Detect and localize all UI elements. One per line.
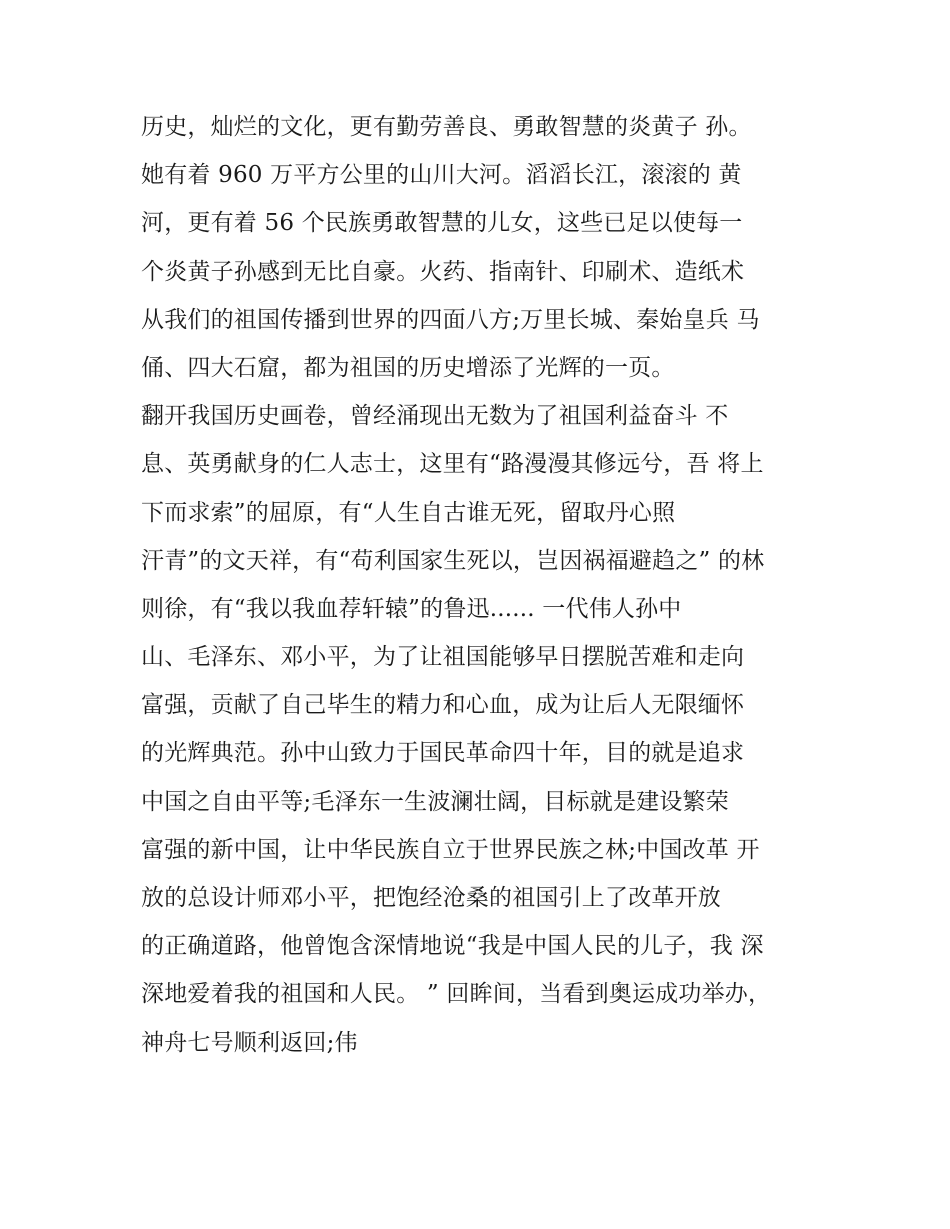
text-line: 神舟七号顺利返回;伟	[141, 1029, 358, 1056]
text-line: 放的总设计师邓小平，把饱经沧桑的祖国引上了改革开放	[141, 885, 721, 911]
text-line: 翻开我国历史画卷，曾经涌现出无数为了祖国利益奋斗 不	[141, 403, 729, 430]
text-line: 富强，贡献了自己毕生的精力和心血，成为让后人无限缅怀	[141, 692, 745, 719]
text-line: 的正确道路，他曾饱含深情地说“我是中国人民的儿子，我 深	[141, 933, 764, 960]
text-line: 汗青”的文天祥，有“苟利国家生死以，岂因祸福避趋之” 的林	[141, 547, 765, 574]
text-line: 河，更有着 56 个民族勇敢智慧的儿女，这些已足以使每一	[141, 210, 743, 237]
text-line: 中国之自由平等;毛泽东一生波澜壮阔，目标就是建设繁荣	[141, 788, 729, 815]
text-line: 俑、四大石窟，都为祖国的历史增添了光辉的一页。	[141, 354, 675, 381]
text-line: 山、毛泽东、邓小平，为了让祖国能够早日摆脱苦难和走向	[141, 644, 745, 671]
text-line: 历史，灿烂的文化，更有勤劳善良、勇敢智慧的炎黄子 孙。	[141, 114, 752, 140]
text-line: 个炎黄子孙感到无比自豪。火药、指南针、印刷术、造纸术	[141, 258, 745, 285]
body-text	[141, 103, 821, 1067]
text-line: 下而求索”的屈原，有“人生自古谁无死，留取丹心照	[141, 499, 676, 526]
text-line: 深地爱着我的祖国和人民。 ” 回眸间，当看到奥运成功举办，	[141, 981, 772, 1008]
text-line: 富强的新中国，让中华民族自立于世界民族之林;中国改革 开	[141, 836, 760, 863]
text-line: 她有着 960 万平方公里的山川大河。滔滔长江，滚滚的 黄	[141, 162, 742, 189]
text-line: 从我们的祖国传播到世界的四面八方;万里长城、秦始皇兵 马	[141, 306, 760, 333]
text-line: 则徐，有“我以我血荐轩辕”的鲁迅...... 一代伟人孙中	[141, 595, 682, 622]
text-line: 的光辉典范。孙中山致力于国民革命四十年，目的就是追求	[141, 740, 745, 767]
text-line: 息、英勇献身的仁人志士，这里有“路漫漫其修远兮，吾 将上	[141, 451, 764, 478]
